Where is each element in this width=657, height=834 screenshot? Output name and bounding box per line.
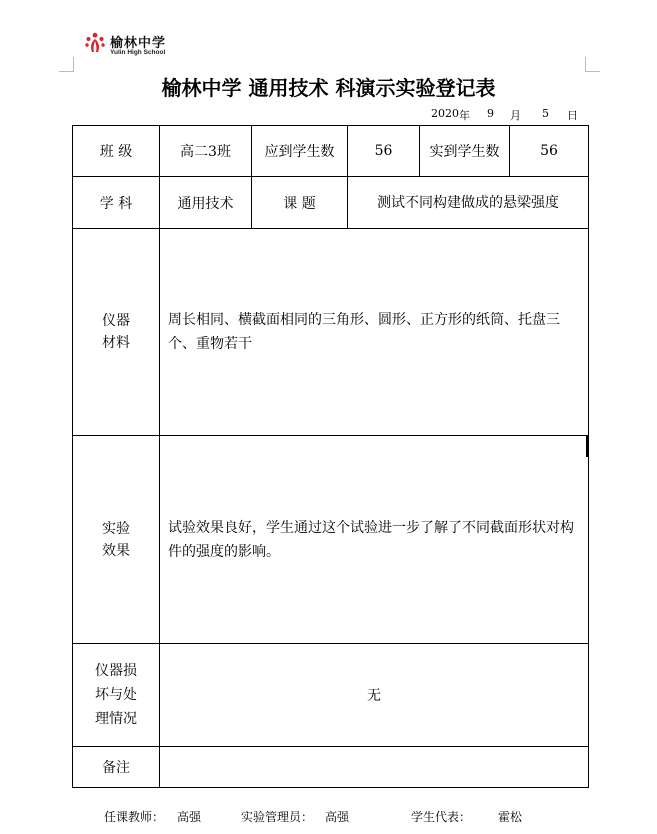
- effect-value: 试验效果良好，学生通过这个试验进一步了解了不同截面形状对构件的强度的影响。: [160, 436, 589, 644]
- effect-label: [73, 436, 160, 644]
- logo-chinese-name: 榆林中学: [110, 36, 167, 51]
- registration-form-table: [72, 125, 589, 788]
- topic-value: 测试不同构建做成的悬梁强度: [348, 177, 589, 229]
- page-title: 榆林中学 通用技术 科演示实验登记表: [161, 76, 496, 100]
- student-rep-label: 学生代表：: [411, 810, 472, 824]
- subject-value: 通用技术: [160, 177, 252, 229]
- topic-label: 课 题: [252, 177, 348, 229]
- date-day: 5: [542, 107, 549, 120]
- text-cursor-mark: [586, 435, 588, 457]
- date-year: 2020: [431, 107, 459, 120]
- teacher-label: 任课教师：: [104, 810, 165, 824]
- remarks-value: [160, 747, 589, 788]
- materials-label: [73, 229, 160, 436]
- actual-students-value: 56: [510, 126, 589, 177]
- subject-label: 学 科: [73, 177, 160, 229]
- class-value: 高二3班: [160, 126, 252, 177]
- damage-value: 无: [160, 644, 589, 747]
- table-row: [73, 126, 589, 177]
- school-emblem-icon: [84, 32, 106, 54]
- actual-students-label: 实到学生数: [420, 126, 510, 177]
- manager-name: 高强: [325, 810, 350, 824]
- table-row: [73, 177, 589, 229]
- page-corner-mark-right: [585, 57, 600, 72]
- materials-label-text: 仪器材料: [102, 313, 130, 351]
- damage-label: [73, 644, 160, 747]
- date-year-unit: 年: [459, 109, 470, 122]
- date-month: 9: [487, 107, 494, 120]
- table-row: [73, 644, 589, 747]
- damage-label-text: 仪器损坏与处理情况: [95, 663, 137, 727]
- effect-label-text: 实验效果: [102, 520, 130, 559]
- expected-students-value: 56: [348, 126, 420, 177]
- manager-label: 实验管理员：: [241, 810, 314, 824]
- page-corner-mark-left: [59, 57, 74, 72]
- table-row: [73, 229, 589, 436]
- table-row: [73, 436, 589, 644]
- student-rep-name: 霍松: [498, 810, 523, 824]
- materials-value: 周长相同、横截面相同的三角形、圆形、正方形的纸筒、托盘三个、重物若干: [160, 229, 589, 436]
- date-month-unit: 月: [510, 109, 521, 122]
- logo-english-name: Yulin High School: [110, 49, 166, 56]
- table-row: [73, 747, 589, 788]
- remarks-label: 备注: [73, 747, 160, 788]
- expected-students-label: 应到学生数: [252, 126, 348, 177]
- teacher-name: 高强: [177, 810, 202, 824]
- class-label: 班 级: [73, 126, 160, 177]
- school-logo: [84, 30, 184, 62]
- date-day-unit: 日: [567, 109, 578, 122]
